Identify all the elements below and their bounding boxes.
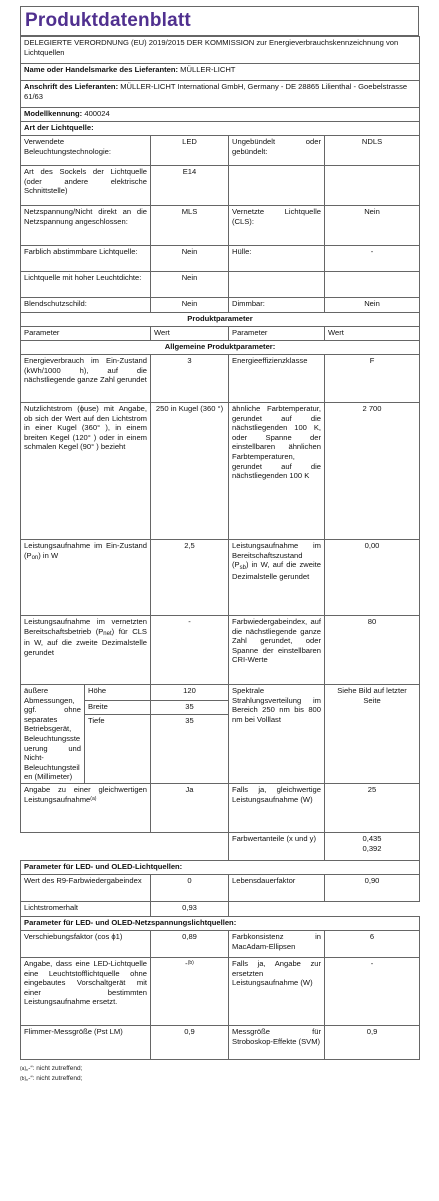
footnote-a-mark: (a): [20, 1065, 27, 1072]
energy-on-label: Energieverbrauch im Ein-Zustand (kWh/1000 h), auf die nächstliegende ganze Zahl gerundet: [21, 355, 151, 403]
directional-label: Ungebündelt oder gebündelt:: [229, 136, 325, 166]
tunable-label: Farblich abstimmbare Lichtquelle:: [21, 246, 151, 272]
anti-glare-value: Nein: [151, 298, 229, 313]
power-on-label: [21, 540, 151, 616]
empty-cell: [325, 272, 420, 298]
displacement-factor-label: Verschiebungsfaktor (cos ϕ1): [21, 930, 151, 957]
dimmable-label: Dimmbar:: [229, 298, 325, 313]
colour-consistency-value: 6: [325, 930, 420, 957]
footnote-b: [20, 1074, 419, 1084]
networked-power-label-unit: ) für CLS in W, auf die zweite Dezimalstelle gerundet: [24, 626, 147, 657]
stroboscopic-metric-value: 0,9: [325, 1025, 420, 1059]
colour-consistency-label: Farbkonsistenz in MacAdam-Ellipsen: [229, 930, 325, 957]
survival-factor-label: Lebensdauerfaktor: [229, 874, 325, 901]
networked-power-label-text: Leistungsaufnahme im vernetzten Bereitschaftsbetrieb (P: [24, 617, 147, 636]
depth-value: 35: [151, 714, 229, 783]
led-mains-params-header: Parameter für LED- und OLED-Netzspannungslichtquellen:: [21, 916, 420, 930]
standby-power-label-unit: ) in W, auf die zweite Dezimalstelle gerundet: [232, 560, 321, 581]
supplier-name-row: [21, 64, 420, 81]
title-bar: [20, 6, 419, 36]
equivalent-power-label: Falls ja, gleichwertige Leistungsaufnahme (W): [229, 783, 325, 832]
envelope-label: Hülle:: [229, 246, 325, 272]
replaced-power-label: Falls ja, Angabe zur ersetzten Leistungsaufnahme (W): [229, 957, 325, 1025]
power-on-label-text: Leistungsaufnahme im Ein-Zustand (P: [24, 541, 147, 560]
high-luminance-value: Nein: [151, 272, 229, 298]
supplier-address-row: [21, 81, 420, 108]
stroboscopic-metric-label: Messgröße für Stroboskop-Effekte (SVM): [229, 1025, 325, 1059]
column-header-value: Wert: [325, 327, 420, 341]
networked-power-label: [21, 616, 151, 685]
efficiency-class-label: Energieeffizienzklasse: [229, 355, 325, 403]
footnote-marker: (b): [187, 959, 194, 966]
anti-glare-label: Blendschutzschild:: [21, 298, 151, 313]
datasheet-table: [20, 36, 420, 1060]
empty-cell: [229, 272, 325, 298]
page-title: Produktdatenblatt: [25, 10, 191, 31]
networked-power-value: -: [151, 616, 229, 685]
spectral-distribution-label: Spektrale Strahlungsverteilung im Bereich 250 nm bis 800 nm bei Volllast: [229, 685, 325, 784]
standby-power-subscript: sb: [239, 564, 246, 571]
light-source-type-header: Art der Lichtquelle:: [21, 122, 420, 136]
cri-label: Farbwiedergabeindex, auf die nächstliegende ganze Zahl gerundet, oder Spanne der einstellbaren CRI-Werte: [229, 616, 325, 685]
empty-cell: [21, 832, 229, 860]
replaced-power-value: -: [325, 957, 420, 1025]
cap-type-label: Art des Sockels der Lichtquelle (oder andere elektrische Schnittstelle): [21, 166, 151, 206]
chromaticity-y: 0,392: [362, 843, 382, 853]
dimensions-label: äußere Abmessungen, ggf. ohne separates Betriebsgerät, Beleuchtungssteuerung und Nicht-Beleuchtungsteilen (Millimeter): [21, 685, 85, 784]
footnote-b-text: „-“: nicht zutreffend;: [26, 1074, 83, 1082]
cri-value: 80: [325, 616, 420, 685]
empty-cell: [229, 901, 420, 916]
regulation-text: DELEGIERTE VERORDNUNG (EU) 2019/2015 DER KOMMISSION zur Energieverbrauchskennzeichnung von Lichtquellen: [21, 37, 420, 64]
networked-power-subscript: net: [103, 631, 112, 638]
empty-cell: [325, 166, 420, 206]
spectral-distribution-value: Siehe Bild auf letzter Seite: [325, 685, 420, 784]
fluorescent-replacement-label: Angabe, dass eine LED-Lichtquelle eine Leuchtstofflichtquelle ohne eingebautes Vorschaltgerät mit einer bestimmten Leistungsaufnahme ersetzt.: [21, 957, 151, 1025]
equivalent-power-value: 25: [325, 783, 420, 832]
standby-power-label: [229, 540, 325, 616]
depth-label: Tiefe: [85, 714, 151, 783]
fluorescent-replacement-text: -: [185, 958, 188, 968]
footnotes: [20, 1064, 419, 1084]
tunable-value: Nein: [151, 246, 229, 272]
envelope-value: -: [325, 246, 420, 272]
directional-value: NDLS: [325, 136, 420, 166]
r9-value: 0: [151, 874, 229, 901]
standby-power-value: 0,00: [325, 540, 420, 616]
mains-label: Netzspannung/Nicht direkt an die Netzspannung angeschlossen:: [21, 206, 151, 246]
column-header-parameter: Parameter: [21, 327, 151, 341]
fluorescent-replacement-value: [151, 957, 229, 1025]
supplier-address-label: Anschrift des Lieferanten:: [24, 82, 119, 91]
cap-type-value: E14: [151, 166, 229, 206]
power-on-value: 2,5: [151, 540, 229, 616]
cct-value: 2 700: [325, 403, 420, 540]
mains-value: MLS: [151, 206, 229, 246]
connected-value: Nein: [325, 206, 420, 246]
supplier-address-value: MÜLLER-LICHT International GmbH, Germany - DE 28865 Lilienthal - Goebelstrasse 61/63: [24, 82, 408, 101]
flicker-metric-value: 0,9: [151, 1025, 229, 1059]
model-label: Modellkennung:: [24, 109, 83, 118]
lumen-maintenance-label: Lichtstromerhalt: [21, 901, 151, 916]
lumen-maintenance-value: 0,93: [151, 901, 229, 916]
supplier-name-value: MÜLLER-LICHT: [180, 65, 236, 74]
column-header-parameter: Parameter: [229, 327, 325, 341]
supplier-name-label: Name oder Handelsmarke des Lieferanten:: [24, 65, 179, 74]
model-row: [21, 108, 420, 122]
survival-factor-value: 0,90: [325, 874, 420, 901]
energy-on-value: 3: [151, 355, 229, 403]
chromaticity-value: [325, 832, 420, 860]
r9-label: Wert des R9-Farbwiedergabeindex: [21, 874, 151, 901]
width-label: Breite: [85, 700, 151, 714]
technology-value: LED: [151, 136, 229, 166]
led-params-header: Parameter für LED- und OLED-Lichtquellen:: [21, 860, 420, 874]
equivalent-power-claim-value: Ja: [151, 783, 229, 832]
equivalent-power-claim-text: Angabe zu einer gleichwertigen Leistungsaufnahme: [24, 784, 147, 804]
general-params-header: Allgemeine Produktparameter:: [21, 341, 420, 355]
standby-power-label-text: Leistungsaufnahme im Bereitschaftszustand (P: [232, 541, 321, 570]
product-params-header: Produktparameter: [21, 313, 420, 327]
height-value: 120: [151, 685, 229, 701]
dimmable-value: Nein: [325, 298, 420, 313]
footnote-marker: (a): [90, 795, 97, 802]
equivalent-power-claim-label: [21, 783, 151, 832]
width-value: 35: [151, 700, 229, 714]
flicker-metric-label: Flimmer-Messgröße (Pst LM): [21, 1025, 151, 1059]
column-header-value: Wert: [151, 327, 229, 341]
chromaticity-label: Farbwertanteile (x und y): [229, 832, 325, 860]
useful-flux-label: Nutzlichtstrom (ϕuse) mit Angabe, ob sich der Wert auf den Lichtstrom in einer Kugel (360° ), in einem breiten Kegel (120° ) oder in einem schmalen Kegel (90° ) bezieht: [21, 403, 151, 540]
efficiency-class-value: F: [325, 355, 420, 403]
high-luminance-label: Lichtquelle mit hoher Leuchtdichte:: [21, 272, 151, 298]
power-on-subscript: on: [31, 555, 39, 562]
model-value: 400024: [84, 109, 110, 118]
chromaticity-x: 0,435: [362, 833, 382, 843]
footnote-a-text: „-“: nicht zutreffend;: [26, 1064, 83, 1072]
footnote-a: [20, 1064, 419, 1074]
power-on-label-unit: ) in W: [38, 550, 59, 560]
technology-label: Verwendete Beleuchtungstechnologie:: [21, 136, 151, 166]
connected-label: Vernetzte Lichtquelle (CLS):: [229, 206, 325, 246]
empty-cell: [229, 166, 325, 206]
cct-label: ähnliche Farbtemperatur, gerundet auf die nächstliegenden 100 K, oder Spanne der einstellbaren ähnlichen Farbtemperaturen, gerundet auf die nächstliegenden 100 K: [229, 403, 325, 540]
displacement-factor-value: 0,89: [151, 930, 229, 957]
height-label: Höhe: [85, 685, 151, 701]
footnote-b-mark: (b): [20, 1075, 27, 1082]
useful-flux-value: 250 in Kugel (360 °): [151, 403, 229, 540]
